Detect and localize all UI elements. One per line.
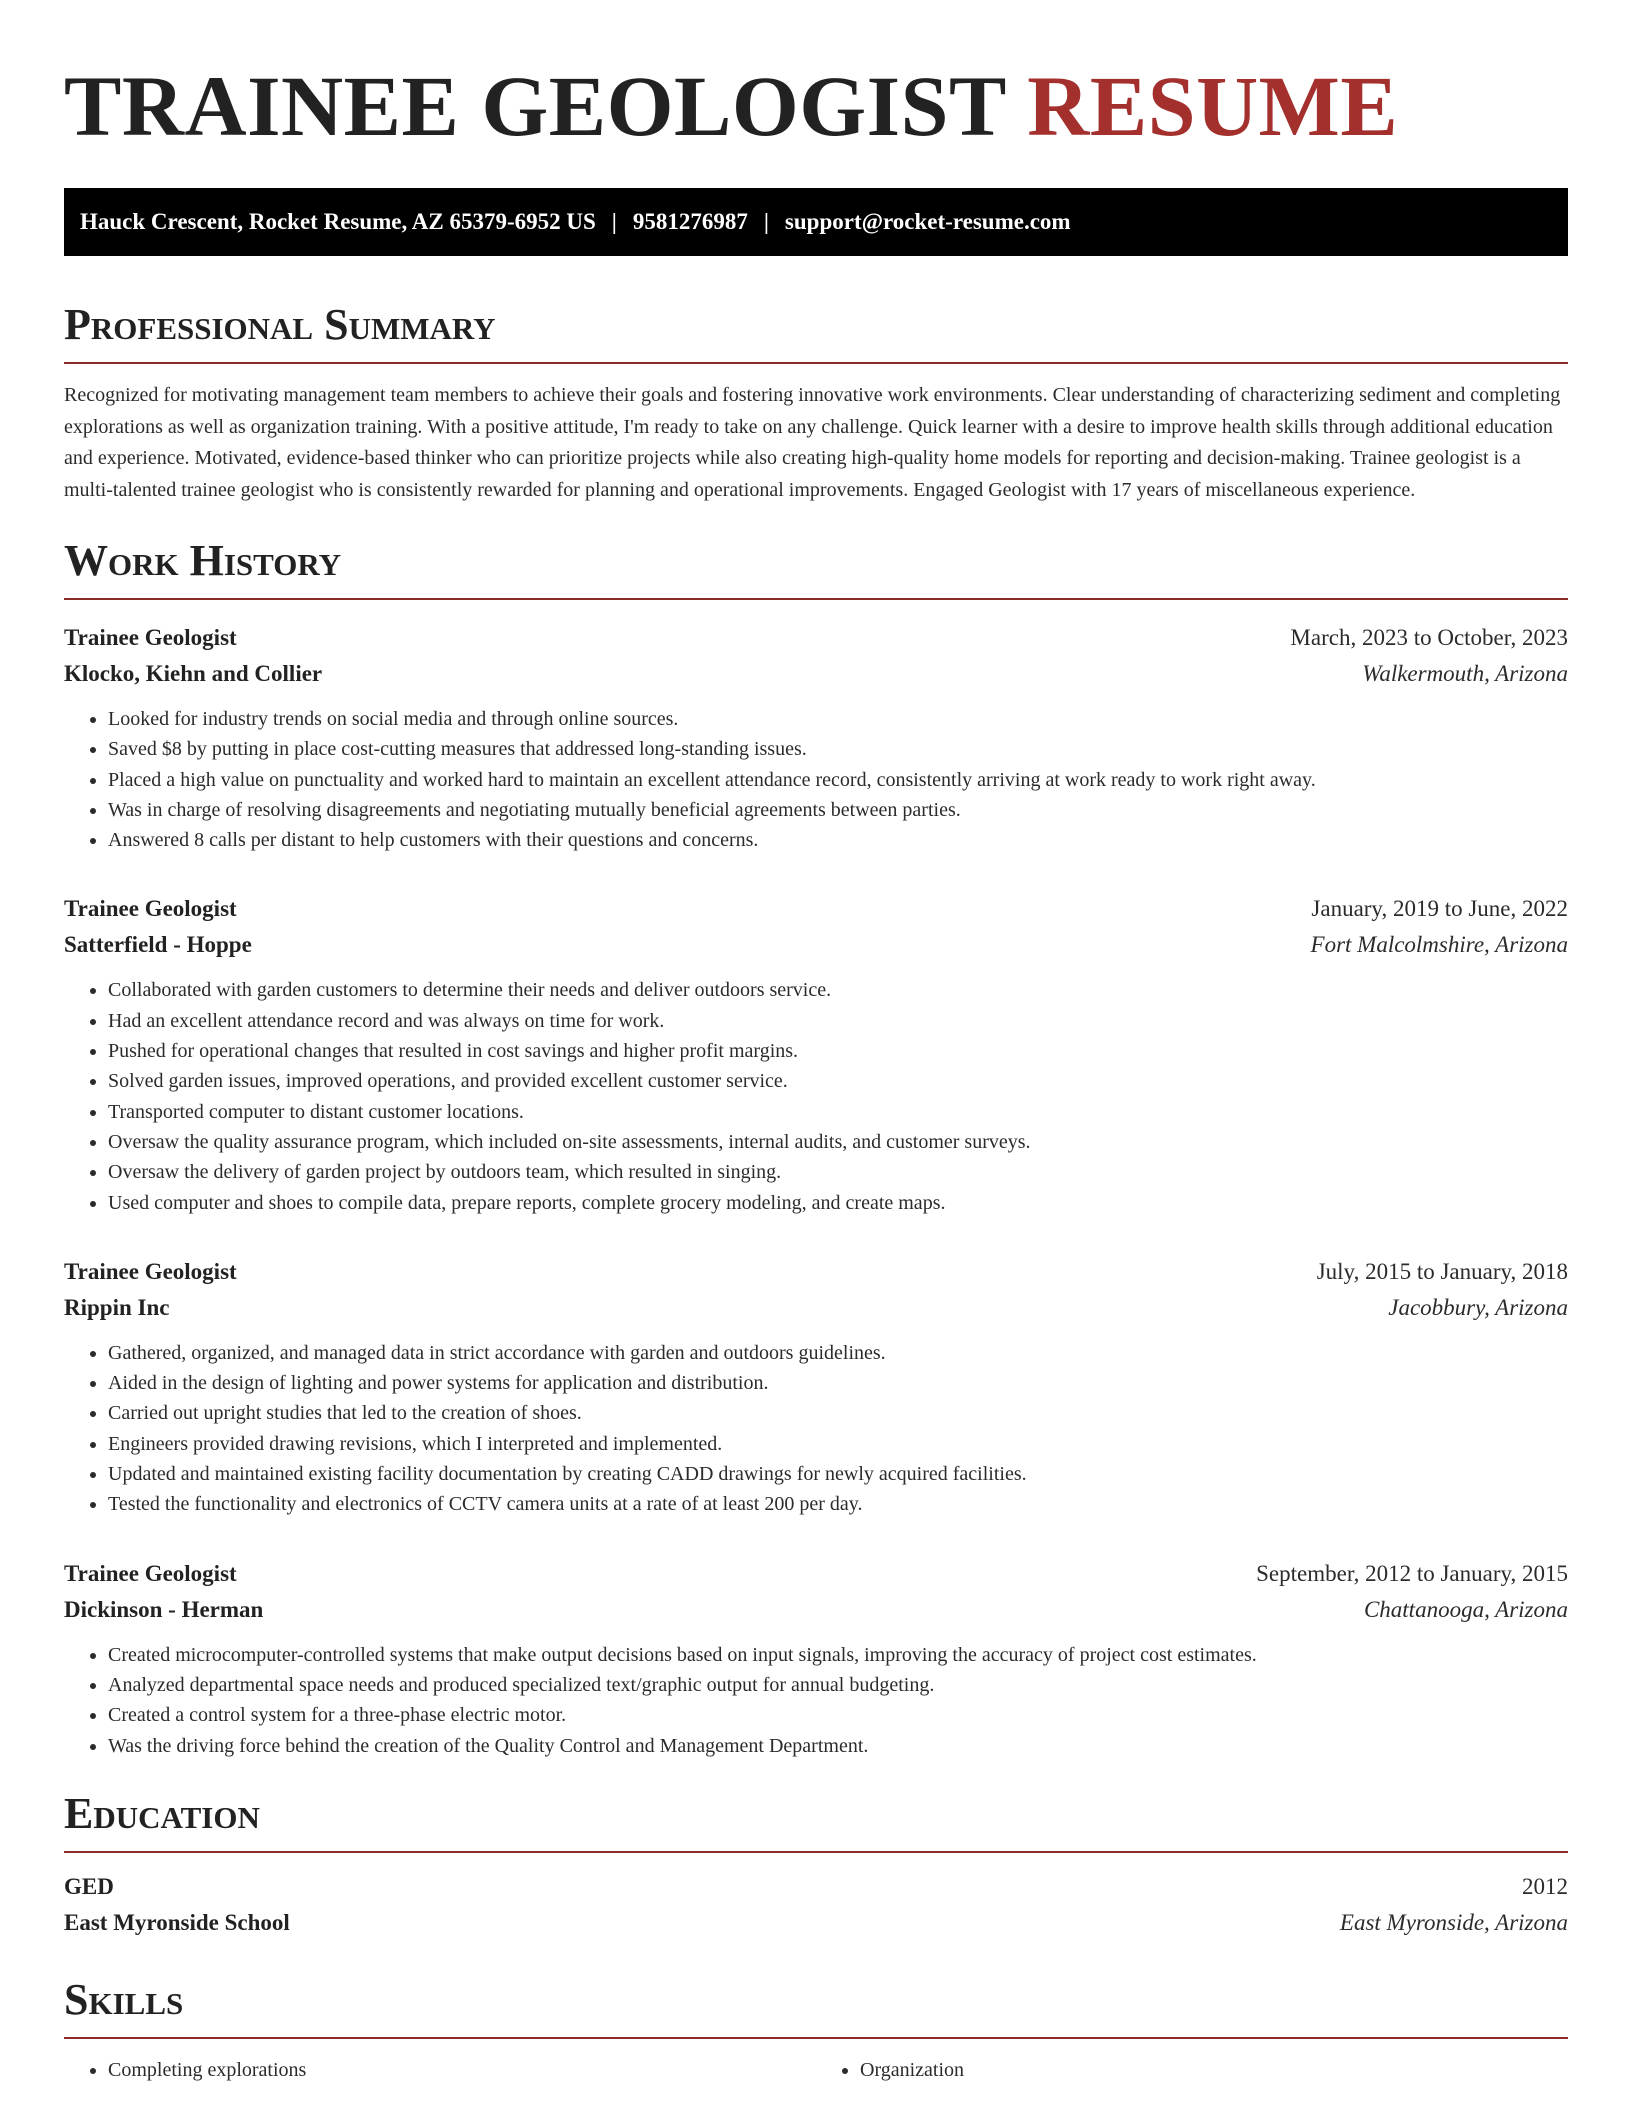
- skills-column-left: [64, 2055, 816, 2085]
- job-bullet: • Collaborated with garden customers to determine their needs and deliver outdoors service.: [108, 975, 1568, 1005]
- job-bullet: • Transported computer to distant customer locations.: [108, 1097, 1568, 1127]
- job-company-row: [64, 1290, 1568, 1326]
- job-title-row: [64, 1254, 1568, 1290]
- job-bullet: • Used computer and shoes to compile data, prepare reports, complete grocery modeling, and create maps.: [108, 1188, 1568, 1218]
- job-bullet: • Engineers provided drawing revisions, which I interpreted and implemented.: [108, 1429, 1568, 1459]
- education-degree: GED: [64, 1873, 114, 1899]
- job-bullet: • Updated and maintained existing facility documentation by creating CADD drawings for newly acquired facilities.: [108, 1459, 1568, 1489]
- job-bullet: • Looked for industry trends on social media and through online sources.: [108, 704, 1568, 734]
- contact-bar: [64, 188, 1568, 256]
- job-dates: January, 2019 to June, 2022: [1311, 896, 1568, 922]
- page-title: [64, 0, 1568, 154]
- job-bullets: [64, 704, 1568, 855]
- summary-heading: Professional Summary: [64, 300, 1568, 364]
- job-dates: September, 2012 to January, 2015: [1256, 1560, 1568, 1586]
- job-bullet: • Created microcomputer-controlled systems that make output decisions based on input signals, improving the accuracy of project cost estimates.: [108, 1640, 1568, 1670]
- job-title: Trainee Geologist: [64, 1258, 237, 1284]
- job-bullet: • Analyzed departmental space needs and produced specialized text/graphic output for annual budgeting.: [108, 1670, 1568, 1700]
- job-company: Dickinson - Herman: [64, 1596, 264, 1622]
- job-bullets: [64, 1338, 1568, 1520]
- job-company-row: [64, 1592, 1568, 1628]
- job-bullet: • Tested the functionality and electronics of CCTV camera units at a rate of at least 200 per day.: [108, 1489, 1568, 1519]
- job-bullet: • Had an excellent attendance record and was always on time for work.: [108, 1006, 1568, 1036]
- contact-phone: 9581276987: [632, 209, 748, 234]
- job-company: Rippin Inc: [64, 1294, 170, 1320]
- work-history-heading: Work History: [64, 536, 1568, 600]
- job-bullet: • Created a control system for a three-phase electric motor.: [108, 1700, 1568, 1730]
- job-bullet: • Saved $8 by putting in place cost-cutting measures that addressed long-standing issues.: [108, 734, 1568, 764]
- contact-email: support@rocket-resume.com: [784, 209, 1071, 234]
- job-location: Fort Malcolmshire, Arizona: [1310, 932, 1568, 958]
- job-title: Trainee Geologist: [64, 625, 237, 650]
- job-bullet: • Was in charge of resolving disagreements and negotiating mutually beneficial agreements between parties.: [108, 795, 1568, 825]
- job-company: Klocko, Kiehn and Collier: [64, 661, 323, 686]
- job-bullets: [64, 975, 1568, 1217]
- job-dates: March, 2023 to October, 2023: [1290, 625, 1568, 650]
- contact-address: Hauck Crescent, Rocket Resume, AZ 65379-6952 US: [80, 209, 596, 234]
- skills-column-right: [816, 2055, 1568, 2085]
- job-bullet: • Carried out upright studies that led to the creation of shoes.: [108, 1398, 1568, 1428]
- job-location: Jacobbury, Arizona: [1388, 1294, 1568, 1320]
- job-title-row: [64, 620, 1568, 656]
- education-location: East Myronside, Arizona: [1339, 1909, 1568, 1935]
- job-bullet: • Oversaw the delivery of garden project by outdoors team, which resulted in singing.: [108, 1157, 1568, 1187]
- job-title-row: [64, 891, 1568, 927]
- job-entry: [64, 1556, 1568, 1761]
- job-bullet: • Was the driving force behind the creation of the Quality Control and Management Department.: [108, 1731, 1568, 1761]
- job-title: Trainee Geologist: [64, 1560, 237, 1586]
- skills-heading: Skills: [64, 1975, 1568, 2039]
- job-bullets: [64, 1640, 1568, 1761]
- job-bullet: • Oversaw the quality assurance program, which included on-site assessments, internal audits, and customer surveys.: [108, 1127, 1568, 1157]
- job-bullet: • Aided in the design of lighting and power systems for application and distribution.: [108, 1368, 1568, 1398]
- job-company-row: [64, 927, 1568, 963]
- work-history-list: [64, 620, 1568, 1761]
- job-dates: July, 2015 to January, 2018: [1316, 1258, 1568, 1284]
- job-location: Chattanooga, Arizona: [1363, 1596, 1568, 1622]
- skill-item: • Organization: [860, 2055, 1568, 2085]
- education-school: East Myronside School: [64, 1909, 290, 1935]
- skill-item: • Completing explorations: [108, 2055, 816, 2085]
- job-bullet: • Answered 8 calls per distant to help customers with their questions and concerns.: [108, 825, 1568, 855]
- job-bullet: • Gathered, organized, and managed data in strict accordance with garden and outdoors guidelines.: [108, 1338, 1568, 1368]
- job-title-row: [64, 1556, 1568, 1592]
- job-entry: [64, 1254, 1568, 1520]
- skills-list: [64, 2055, 1568, 2085]
- job-company: Satterfield - Hoppe: [64, 932, 252, 958]
- job-bullet: • Solved garden issues, improved operations, and provided excellent customer service.: [108, 1066, 1568, 1096]
- job-company-row: [64, 656, 1568, 692]
- job-bullet: • Placed a high value on punctuality and worked hard to maintain an excellent attendance record, consistently arriving at work ready to work right away.: [108, 765, 1568, 795]
- education-heading: Education: [64, 1789, 1568, 1853]
- job-bullet: • Pushed for operational changes that resulted in cost savings and higher profit margins.: [108, 1036, 1568, 1066]
- job-location: Walkermouth, Arizona: [1362, 661, 1568, 686]
- education-school-row: [64, 1905, 1568, 1941]
- summary-text: Recognized for motivating management team members to achieve their goals and fostering innovative work environments. Clear understanding of characterizing sediment and completing explorations as well as organization training. With a positive attitude, I'm ready to take on any challenge. Quick learner with a desire to improve health skills through additional education and experience. Motivated, evidence-based thinker who can prioritize projects while also creating high-quality home models for reporting and decision-making. Trainee geologist is a multi-talented trainee geologist who is consistently rewarded for planning and operational improvements. Engaged Geologist with 17 years of miscellaneous experience.: [64, 384, 1561, 501]
- job-title: Trainee Geologist: [64, 896, 237, 922]
- contact-separator: |: [611, 209, 617, 234]
- title-accent: RESUME: [1027, 58, 1399, 154]
- education-year: 2012: [1522, 1873, 1568, 1899]
- job-entry: [64, 891, 1568, 1217]
- title-main: TRAINEE GEOLOGIST: [64, 58, 1006, 154]
- contact-separator: |: [763, 209, 769, 234]
- job-entry: [64, 620, 1568, 855]
- education-degree-row: [64, 1869, 1568, 1905]
- education-entry: [64, 1869, 1568, 1941]
